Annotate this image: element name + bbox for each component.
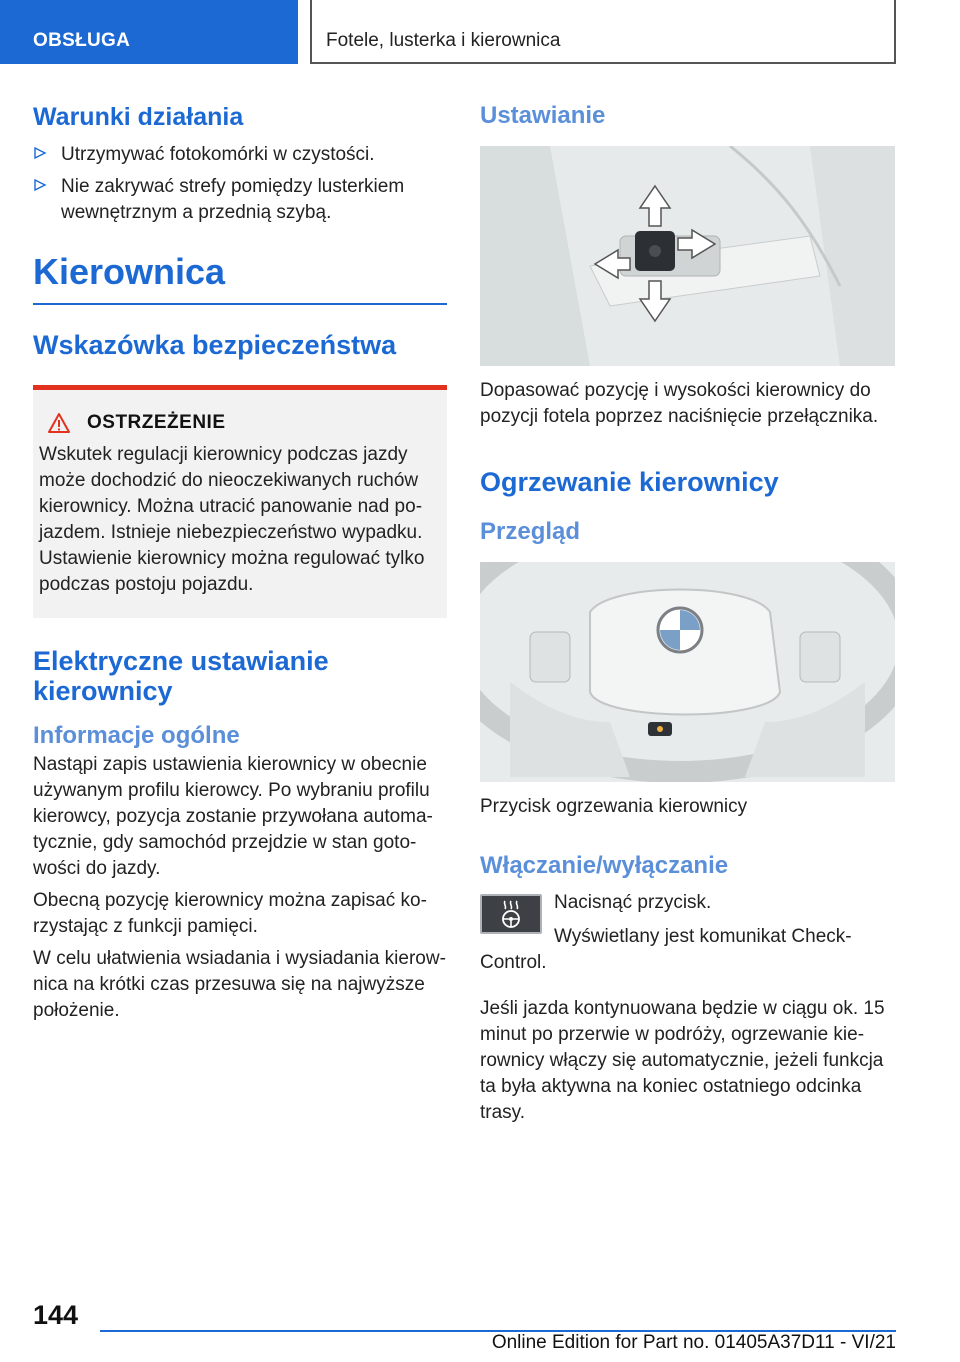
triangle-right-icon [33,178,47,192]
adjust-switch-image [480,146,895,366]
onoff-heading: Włączanie/wyłączanie [480,852,729,879]
warning-triangle-icon [47,412,71,434]
onoff-paragraph-2: Wyświetlany jest komunikat Check-Control. [480,926,852,973]
steering-wheel-heating-icon [494,899,528,929]
header-section-tab: OBSŁUGA [0,0,298,64]
adjust-caption: Dopasować pozycję i wysokości kierownicy do pozycji fotela poprzez naciśnięcie przełącznika. [480,380,879,427]
safety-heading: Wskazówka bezpieczeństwa [33,330,397,360]
overview-caption: Przycisk ogrzewania kierownicy [480,796,748,817]
warning-title: OSTRZEŻENIE [87,412,226,433]
onoff-paragraph-3: Jeśli jazda kontynuowana będzie w ciągu ok. 15 minut po przerwie w podróży, ogrzewanie kie-rownicy włączy się automatycznie, jeżeli funkcja ta była aktywna na koniec ostatniego odcinka trasy. [480,998,885,1123]
overview-heading: Przegląd [480,518,581,545]
adjust-heading: Ustawianie [480,102,606,129]
general-heading: Informacje ogólne [33,722,240,749]
page-number: 144 [33,1300,79,1330]
general-paragraph-2: Obecną pozycję kierownicy można zapisać ko-rzystając z funkcji pamięci. [33,890,427,937]
right-column [480,100,895,1126]
list-item [33,142,447,168]
steering-heating-button[interactable] [480,894,542,934]
warning-box [33,385,447,618]
list-item-text: Utrzymywać fotokomórki w czystości. [61,144,375,165]
heading-rule [33,303,447,305]
list-item-text: Nie zakrywać strefy pomiędzy lusterkiem wewnętrznym a przednią szybą. [61,176,405,223]
footer-edition: Online Edition for Part no. 01405A37D11 - VI/21 [491,1332,896,1353]
list-item [33,174,447,226]
warning-title-row [39,412,439,434]
triangle-right-icon [33,146,47,160]
general-paragraph-3: W celu ułatwienia wsiadania i wysiadania kierow-nica na krótki czas przesuwa się na najwyższe położenie. [33,948,446,1021]
steering-wheel-illustration [480,562,895,782]
steering-adjust-switch-illustration [480,146,895,366]
heating-button-row [480,890,895,976]
general-paragraph-1: Nastąpi zapis ustawienia kierownicy w obecnie używanym profilu kierowcy. Po wybraniu profilu kierowcy, pozycja zostanie przywołana automa-tycznie, gdy samochód przejdzie w stan goto-wości do jazdy. [33,754,433,879]
conditions-heading: Warunki działania [33,103,244,131]
conditions-list [33,142,447,226]
steering-wheel-image [480,562,895,782]
heating-heading: Ogrzewanie kierownicy [480,467,779,497]
left-column [33,100,447,1024]
header-chapter-title: Fotele, lusterka i kierownica [310,0,896,64]
onoff-paragraph-1: Nacisnąć przycisk. [554,892,712,913]
electric-heading: Elektryczne ustawianie kierownicy [33,646,329,706]
steering-heading: Kierownica [33,251,226,292]
warning-text: Wskutek regulacji kierownicy podczas jazdy może dochodzić do nieoczekiwanych ruchów kierownicy. Można utracić panowanie nad po-jazdem. Istnieje niebezpieczeństwo wypadku. Ustawienie kierownicy można regulować tylko podczas postoju pojazdu. [39,444,425,595]
